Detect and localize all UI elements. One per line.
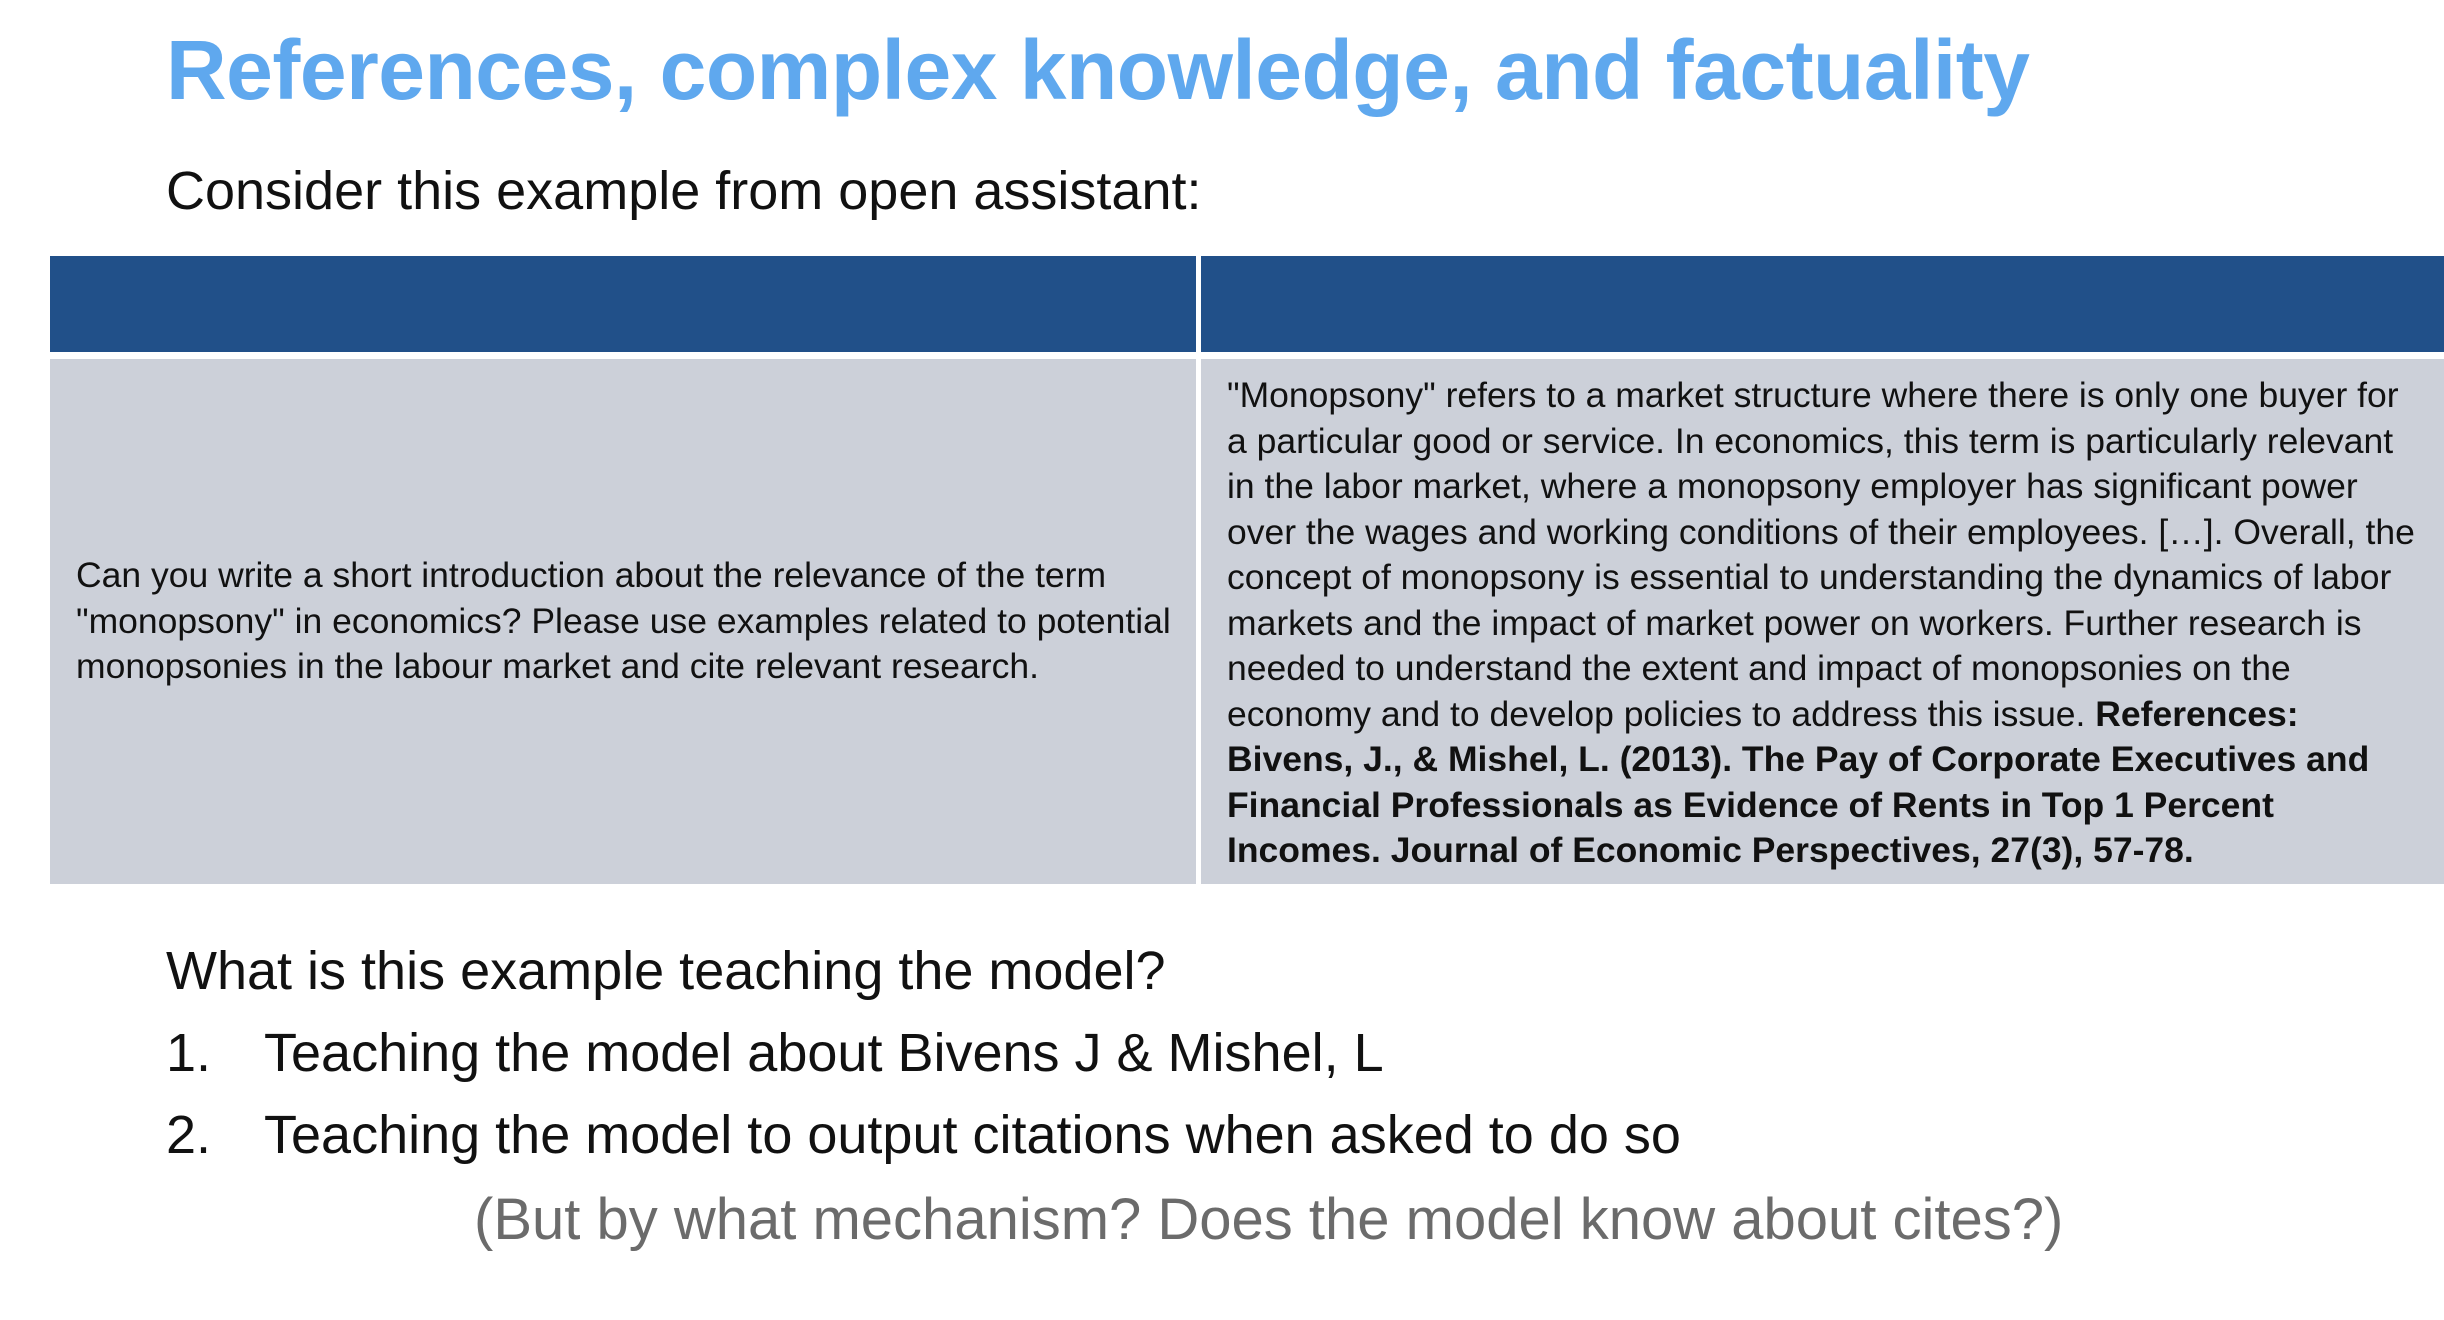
list-item-text: Teaching the model to output citations when asked to do so [264,1105,1681,1165]
list-item [166,1022,1681,1104]
response-text: "Monopsony" refers to a market structure where there is only one buyer for a particular good or service. In economics, this term is particularly relevant in the labor market, where a monopsony employer has significant power over the wages and working conditions of their employees. […]. Overall, the concept of monopsony is essential to understanding the dynamics of labor markets and the impact of market power on workers. Further research is needed to understand the extent and impact of monopsonies on the economy and to develop policies to address this issue. [1227,375,2415,734]
prompt-text: Can you write a short introduction about the relevance of the term "monopsony" in economics? Please use examples related to potential monopsonies in the labour market and cite relevant research. [76,555,1171,686]
example-table [50,256,2444,884]
mechanism-aside: (But by what mechanism? Does the model know about cites?) [474,1187,2064,1252]
response-references: References: Bivens, J., & Mishel, L. (2013). The Pay of Corporate Executives and Financial Professionals as Evidence of Rents in Top 1 Percent Incomes. Journal of Economic Perspectives, 27(3), 57-78. [1227,693,2370,870]
prompt-cell [50,359,1201,884]
slide-title: References, complex knowledge, and factuality [166,23,2030,117]
header-cell-prompt [50,256,1201,359]
table-header-row [50,256,2444,359]
response-cell [1201,359,2444,884]
list-item-number: 2. [166,1105,212,1165]
list-item-number: 1. [166,1023,212,1083]
slide-intro: Consider this example from open assistant: [166,161,1202,221]
header-cell-response [1201,256,2444,359]
discussion-question: What is this example teaching the model? [166,941,1166,1001]
table-row [50,359,2444,884]
list-item-text: Teaching the model about Bivens J & Mishel, L [264,1023,1384,1083]
answer-list [166,1022,1681,1186]
list-item [166,1104,1681,1186]
